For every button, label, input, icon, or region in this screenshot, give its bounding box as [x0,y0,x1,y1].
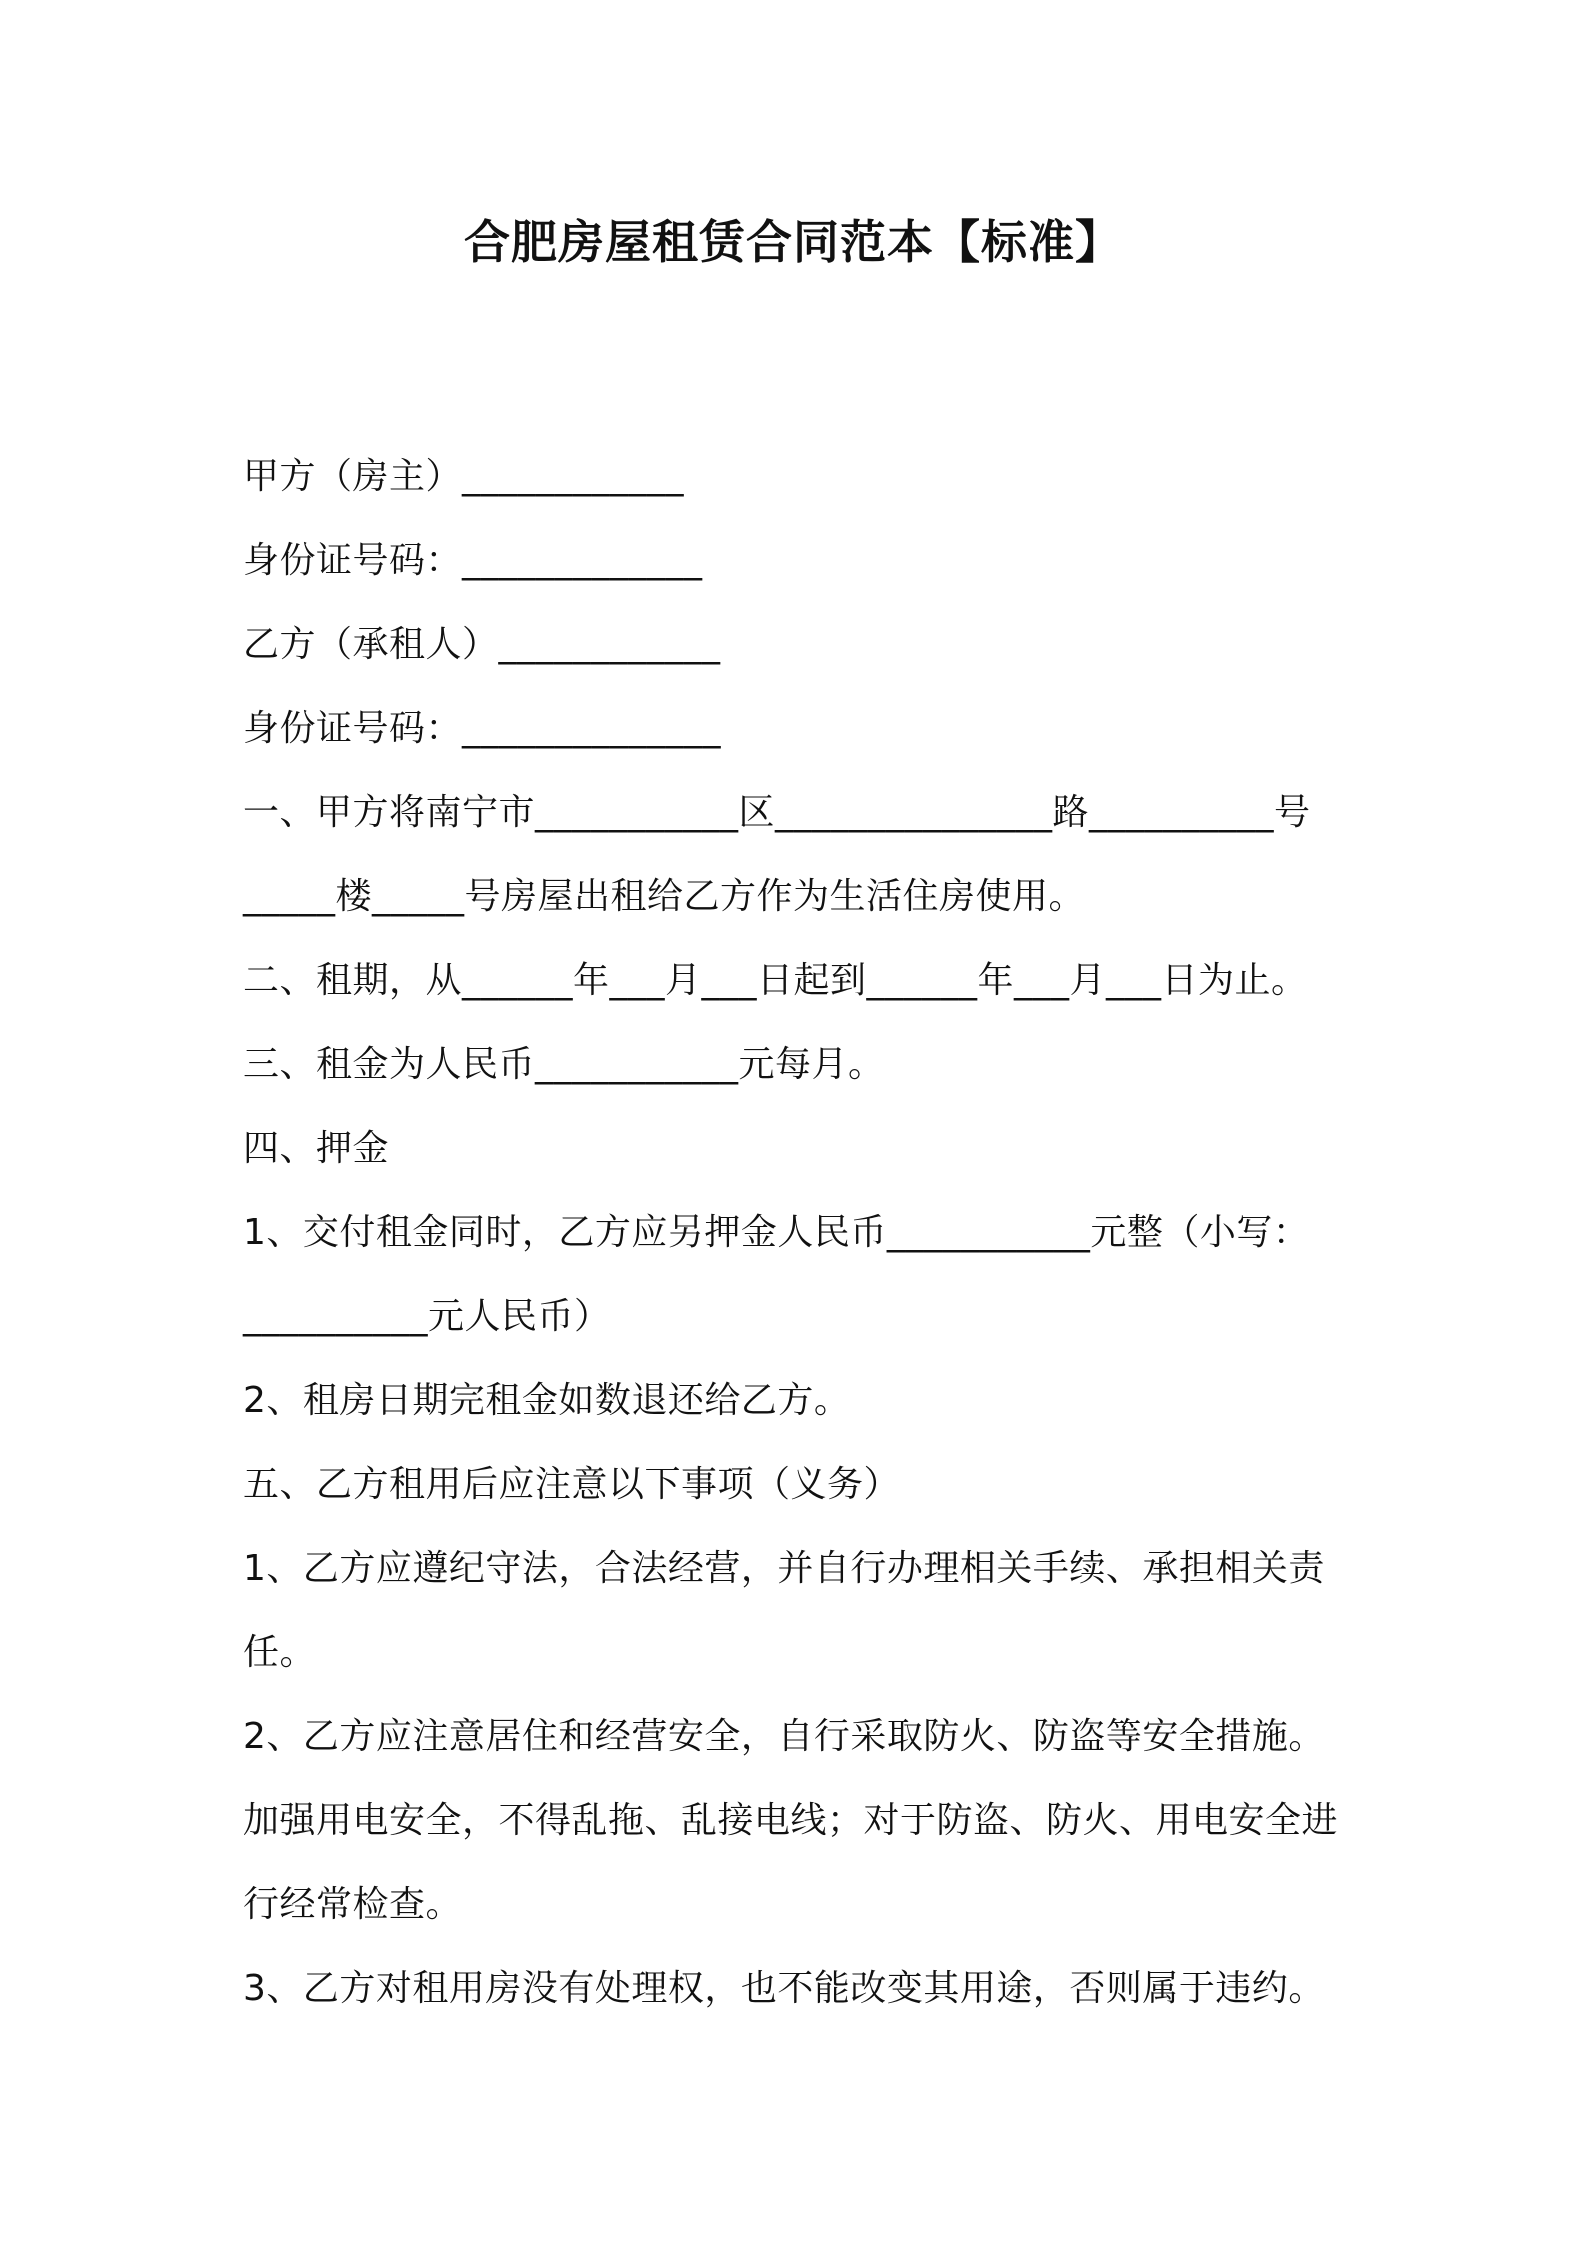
clause-4-heading: 四、押金 [243,1128,390,1169]
obligation-2-line-2: 加强用电安全，不得乱拖、乱接电线；对于防盗、防火、用电安全进 [243,1800,1339,1841]
clause-1-line-1: 一、甲方将南宁市___________区_______________路__________号 [243,792,1311,833]
obligation-1-line-2: 任。 [243,1632,317,1673]
obligation-3: 3、乙方对租用房没有处理权，也不能改变其用途，否则属于违约。 [243,1968,1325,2009]
clause-3-rent: 三、租金为人民币___________元每月。 [243,1044,885,1085]
obligation-2-line-1: 2、乙方应注意居住和经营安全，自行采取防火、防盗等安全措施。 [243,1716,1325,1757]
clause-2-term: 二、租期，从______年___月___日起到______年___月___日为止。 [243,960,1308,1001]
landlord-line: 甲方（房主）____________ [243,456,685,497]
obligation-1-line-1: 1、乙方应遵纪守法，合法经营，并自行办理相关手续、承担相关责 [243,1548,1325,1589]
deposit-item-2: 2、租房日期完租金如数退还给乙方。 [243,1380,851,1421]
tenant-id-line: 身份证号码：______________ [243,708,722,749]
deposit-item-1-line-1: 1、交付租金同时，乙方应另押金人民币___________元整（小写： [243,1212,1310,1253]
clause-1-line-2: _____楼_____号房屋出租给乙方作为生活住房使用。 [243,876,1086,917]
clause-5-heading: 五、乙方租用后应注意以下事项（义务） [243,1464,901,1505]
deposit-item-1-line-2: __________元人民币） [243,1296,611,1337]
document-title: 合肥房屋租赁合同范本【标准】 [464,215,1122,269]
obligation-2-line-3: 行经常检查。 [243,1884,463,1925]
tenant-line: 乙方（承租人）____________ [243,624,721,665]
landlord-id-line: 身份证号码：_____________ [243,540,703,581]
